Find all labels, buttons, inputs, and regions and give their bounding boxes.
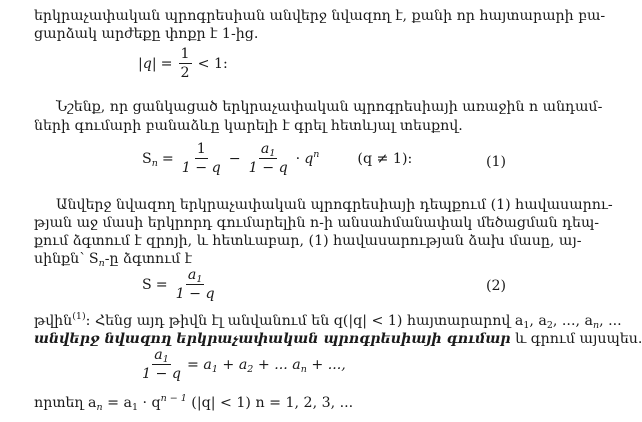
- text-span: և գրում այսպես.: [510, 331, 642, 347]
- eq1-tail: $q^n$: [304, 148, 320, 167]
- paragraph-1-line-1: [34, 7, 606, 25]
- superscript: n − 1: [160, 393, 187, 404]
- fraction: [174, 266, 217, 303]
- eq-lhs: |q|: [138, 55, 157, 72]
- eq1-lhs: $S_n$: [142, 150, 158, 169]
- dot-operator: ·: [295, 150, 301, 167]
- equation-3: [138, 346, 346, 383]
- fraction-numerator: $a_1$: [260, 141, 276, 159]
- fraction-denominator: 2: [180, 65, 190, 81]
- fraction-numerator: $a_1$: [154, 347, 169, 365]
- text-span: երկրաչափական պրոգրեսիան անվերջ նվազող է, քանի որ հայտարարի բա-: [34, 8, 606, 24]
- paragraph-2-line-2: [34, 117, 529, 135]
- fraction-2: [247, 140, 290, 177]
- text-span: = a: [102, 395, 132, 411]
- fraction: [179, 45, 192, 82]
- subscript: 1: [523, 320, 530, 331]
- subscript: n: [98, 258, 105, 269]
- text-span: սինքն՝ S: [34, 251, 99, 267]
- paragraph-4-line-1: [34, 311, 622, 331]
- eq-sign: =: [161, 150, 174, 167]
- text-span: ների գումարի բանաձևը կարելի է գրել հետևյալ տեսքով.: [34, 118, 463, 134]
- paragraph-1-line-2: [34, 25, 529, 43]
- fraction-denominator: 1 − q: [181, 160, 221, 176]
- paragraph-2-line-1: [56, 98, 603, 116]
- text-span: , a: [529, 313, 547, 329]
- text-span: Անվերջ նվազող երկրաչափական պրոգրեսիայի դեպքում (1) հավասարու-: [56, 197, 613, 213]
- equation-2: [142, 266, 219, 303]
- eq-tail: < 1:: [197, 55, 228, 72]
- eq1-condition: (q ≠ 1):: [357, 150, 413, 167]
- text-span: Նշենք, որ ցանկացած երկրաչափական պրոգրեսիայի առաջին n անդամ-: [56, 99, 603, 115]
- fraction-denominator: 1 − q: [175, 286, 215, 302]
- eq2-lhs: S: [142, 276, 152, 293]
- fraction: [140, 346, 183, 383]
- paragraph-5-line-1: [34, 394, 529, 412]
- text-span: , ...: [599, 313, 622, 329]
- paragraph-3-line-3: [34, 232, 582, 250]
- equation-number-1: (1): [486, 154, 507, 170]
- paragraph-3-line-2: [34, 214, 600, 232]
- text-span: (|q| < 1) n = 1, 2, 3, ...: [186, 395, 354, 411]
- subscript: n: [592, 320, 600, 331]
- text-span: քում ձգտում է զրոյի, և հետևաբար, (1) հավասարության ձախ մասը, այ-: [34, 233, 582, 249]
- text-span: որտեղ a: [34, 395, 97, 411]
- subscript: 1: [131, 402, 138, 413]
- text-span: , ..., a: [552, 313, 593, 329]
- subscript: n: [96, 402, 103, 413]
- text-span: ցարձակ արժեքը փոքր է 1-ից.: [34, 26, 259, 42]
- text-span: : Հենց այդ թիվն էլ անվանում են q(|q| < 1) հայտարարով a: [85, 313, 524, 329]
- fraction-numerator: $a_1$: [187, 267, 203, 285]
- fraction-denominator: 1 − q: [248, 160, 288, 176]
- equation-q-abs: [138, 45, 232, 82]
- subscript: 2: [546, 320, 553, 331]
- equation-number-2: (2): [486, 278, 507, 294]
- paragraph-3-line-1: [56, 196, 613, 214]
- minus-sign: −: [228, 150, 241, 167]
- paragraph-3-line-4: [34, 250, 529, 268]
- footnote-ref: (1): [72, 311, 86, 322]
- eq-sign: =: [155, 276, 168, 293]
- fraction-denominator: 1 − q: [142, 366, 182, 382]
- fraction-numerator: 1: [196, 141, 206, 157]
- eq3-rhs: = $a_1 + a_2$ + ... $a_n$ + ...,: [187, 356, 346, 375]
- text-span: թյան աջ մասի երկրորդ գումարելին n-ի անսահմանափակ մեծացման դեպ-: [34, 215, 600, 231]
- bold-term: անվերջ նվազող երկրաչափական պրոգրեսիայի գումար: [34, 331, 511, 347]
- text-span: թվին: [34, 313, 73, 329]
- text-span: -ը ձգտում է: [104, 251, 192, 267]
- text-span: · q: [137, 395, 161, 411]
- eq-sign: =: [160, 55, 173, 72]
- fraction-1: [180, 140, 223, 177]
- equation-1: [142, 140, 412, 177]
- fraction-numerator: 1: [180, 46, 190, 62]
